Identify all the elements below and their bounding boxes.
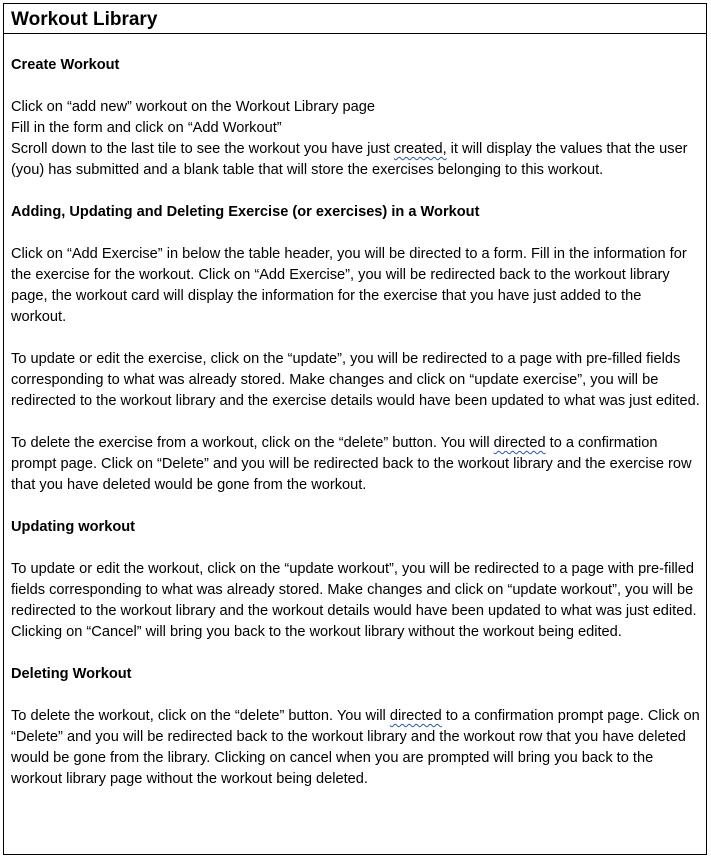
document-table	[3, 3, 707, 855]
create-step-3-text-before: Scroll down to the last tile to see the workout you have just	[11, 141, 394, 157]
exercise-delete-text-before: To delete the exercise from a workout, click on the “delete” button. You will	[11, 435, 494, 451]
exercise-delete-paragraph	[11, 433, 700, 496]
title-cell	[4, 4, 706, 34]
page-title: Workout Library	[11, 9, 158, 30]
create-step-1: Click on “add new” workout on the Workout Library page	[11, 99, 375, 115]
create-workout-steps	[11, 97, 700, 181]
exercise-delete-text-after: to a confirmation prompt page. Click on “Delete” and you will be redirected back to the workout library and the exercise row that you have deleted would be gone from the workout.	[11, 435, 692, 493]
section-heading-create-workout: Create Workout	[11, 57, 120, 73]
deleting-workout-text-before: To delete the workout, click on the “delete” button. You will	[11, 708, 390, 724]
spellcheck-flag-created: created,	[393, 141, 447, 157]
section-heading-deleting-workout: Deleting Workout	[11, 666, 132, 682]
spellcheck-flag-directed-2: directed	[389, 708, 442, 724]
exercise-add-paragraph: Click on “Add Exercise” in below the table header, you will be directed to a form. Fill in the information for the exercise for the workout. Click on “Add Exercise”, you will be redirected back to the workout library page, the workout card will display the information for the exercise that you have just added to the workout.	[11, 246, 687, 325]
exercise-update-paragraph: To update or edit the exercise, click on the “update”, you will be redirected to a page with pre-filled fields corresponding to what was already stored. Make changes and click on “update exercise”, you will be redirected to the workout library and the exercise details would have been updated to what was just edited.	[11, 351, 700, 409]
section-heading-updating-workout: Updating workout	[11, 519, 136, 535]
create-step-3-text-after: it will display the values that the user (you) has submitted and a blank table that will store the exercises belonging to this workout.	[11, 141, 688, 178]
section-heading-exercise: Adding, Updating and Deleting Exercise (or exercises) in a Workout	[11, 204, 480, 220]
content-cell	[4, 34, 706, 790]
create-step-2: Fill in the form and click on “Add Workout”	[11, 120, 282, 136]
create-step-3	[11, 141, 688, 178]
updating-workout-paragraph: To update or edit the workout, click on the “update workout”, you will be redirected to a page with pre-filled fields corresponding to what was already stored. Make changes and click on “update workout”, you will be redirected to the workout library and the workout details would have been updated to what was just edited. Clicking on “Cancel” will bring you back to the workout library without the workout being edited.	[11, 561, 697, 640]
deleting-workout-paragraph	[11, 706, 700, 790]
spellcheck-flag-directed: directed	[493, 435, 546, 451]
deleting-workout-text-after: to a confirmation prompt page. Click on “Delete” and you will be redirected back to the workout library and the workout row that you have deleted would be gone from the library. Clicking on cancel when you are prompted will bring you back to the workout library page without the workout being deleted.	[11, 708, 700, 787]
